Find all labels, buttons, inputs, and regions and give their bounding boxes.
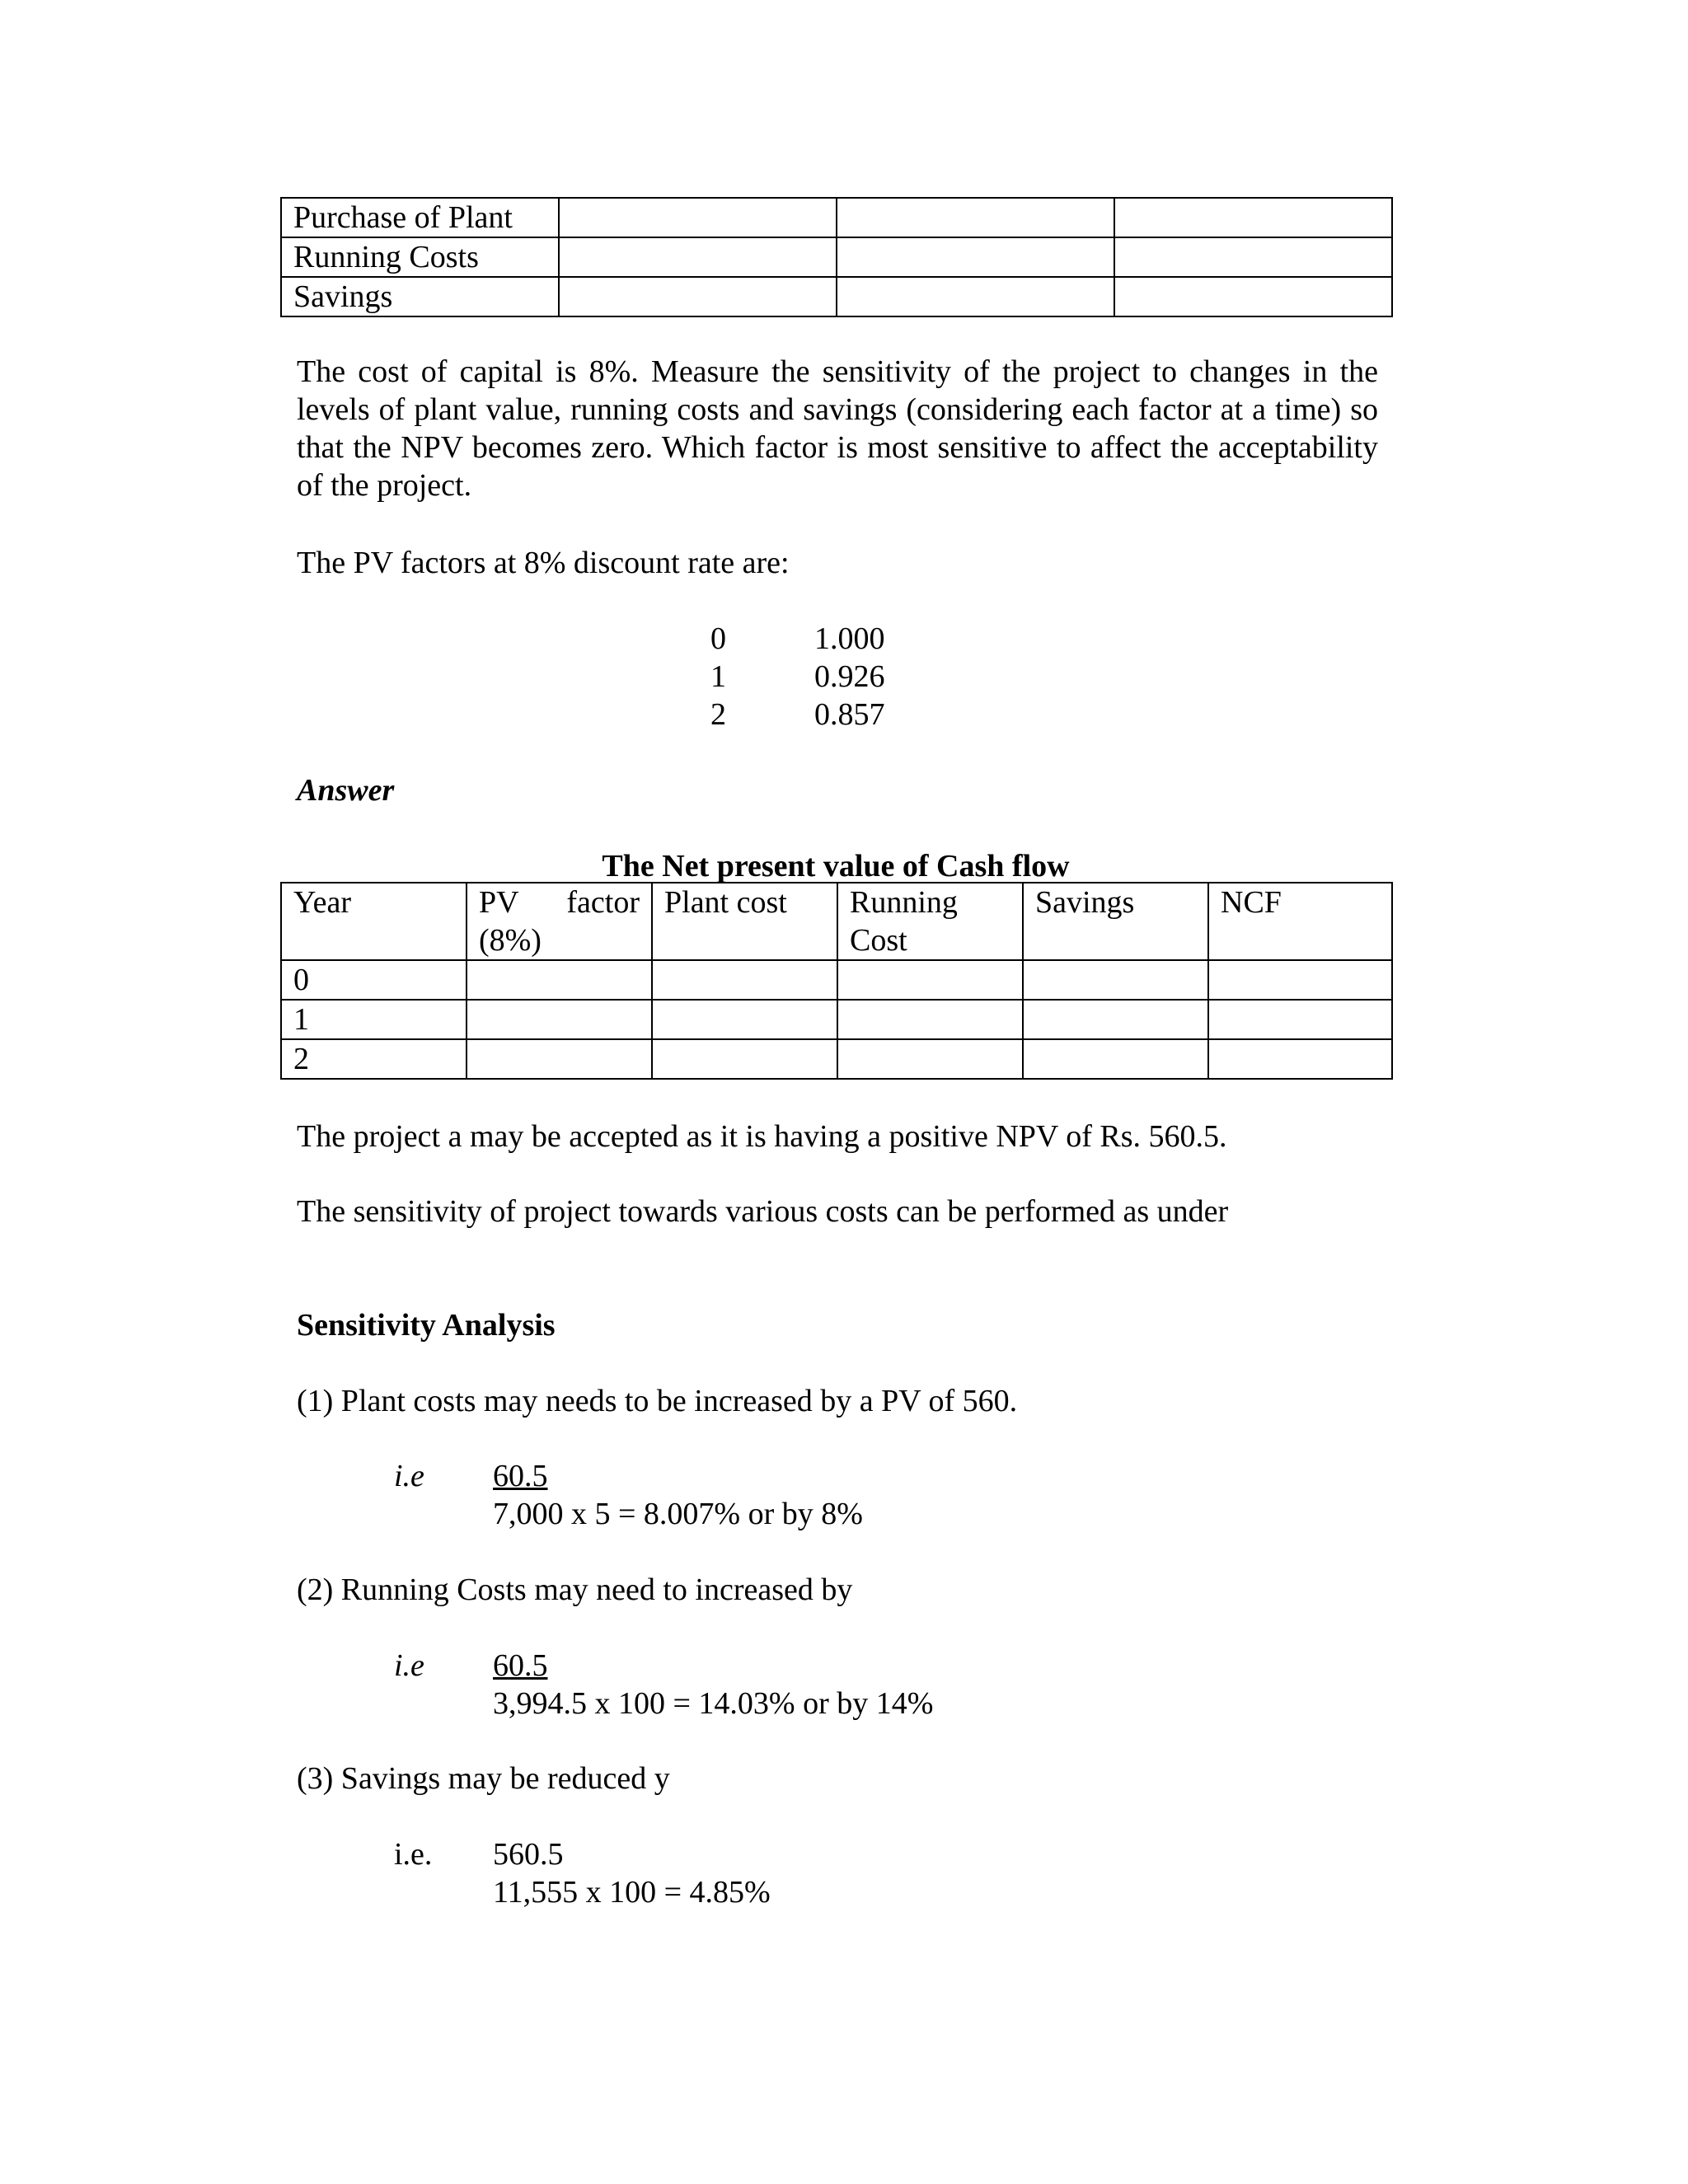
pv-factor: 1.000	[814, 621, 885, 656]
fraction-numerator: 60.5	[493, 1648, 548, 1683]
header-year: Year	[281, 883, 467, 960]
table-row	[281, 237, 1392, 277]
year-cell: 0	[281, 960, 467, 1000]
row-label: Savings	[281, 277, 559, 316]
header-pv-factor: PV factor (8%)	[467, 883, 652, 960]
pv-year: 1	[710, 659, 726, 694]
sensitivity-intro: The sensitivity of project towards various costs can be performed as under	[297, 1194, 1229, 1229]
table-header-row	[281, 883, 1392, 960]
pv-year: 2	[710, 697, 726, 732]
top-table	[280, 197, 1393, 317]
pv-intro: The PV factors at 8% discount rate are:	[297, 546, 790, 580]
fraction-expression: 11,555 x 100 = 4.85%	[493, 1875, 771, 1910]
fraction-expression: 3,994.5 x 100 = 14.03% or by 14%	[493, 1686, 934, 1721]
year-cell: 2	[281, 1039, 467, 1079]
row-label: Running Costs	[281, 237, 559, 277]
fraction-expression: 7,000 x 5 = 8.007% or by 8%	[493, 1497, 863, 1531]
table-row	[281, 1000, 1392, 1039]
sensitivity-item-2: (2) Running Costs may need to increased by	[297, 1572, 853, 1607]
fraction-numerator: 560.5	[493, 1837, 564, 1872]
accept-text: The project a may be accepted as it is having a positive NPV of Rs. 560.5.	[297, 1119, 1227, 1154]
ie-label: i.e	[394, 1459, 424, 1493]
row-label: Purchase of Plant	[281, 198, 559, 237]
year-cell: 1	[281, 1000, 467, 1039]
pv-factor: 0.926	[814, 659, 885, 694]
pv-year: 0	[710, 621, 726, 656]
sensitivity-item-3: (3) Savings may be reduced y	[297, 1761, 670, 1796]
table-row	[281, 277, 1392, 316]
table-row	[281, 1039, 1392, 1079]
pv-factor: 0.857	[814, 697, 885, 732]
npv-table-title: The Net present value of Cash flow	[602, 849, 1070, 883]
question-paragraph: The cost of capital is 8%. Measure the sensitivity of the project to changes in the levels of plant value, running costs and savings (considering each factor at a time) so that the NPV becomes zero. Which factor is most sensitive to affect the acceptability of the project.	[297, 354, 1378, 503]
table-row	[281, 198, 1392, 237]
header-savings: Savings	[1023, 883, 1208, 960]
table-row	[281, 960, 1392, 1000]
sensitivity-item-1: (1) Plant costs may needs to be increased by a PV of 560.	[297, 1384, 1018, 1418]
header-plant-cost: Plant cost	[652, 883, 837, 960]
sensitivity-heading: Sensitivity Analysis	[297, 1308, 556, 1343]
answer-label: Answer	[297, 773, 395, 808]
npv-table	[280, 882, 1393, 1080]
fraction-numerator: 60.5	[493, 1459, 548, 1493]
header-running-cost: Running Cost	[837, 883, 1023, 960]
ie-label: i.e	[394, 1648, 424, 1683]
ie-label: i.e.	[394, 1837, 433, 1872]
header-ncf: NCF	[1208, 883, 1392, 960]
